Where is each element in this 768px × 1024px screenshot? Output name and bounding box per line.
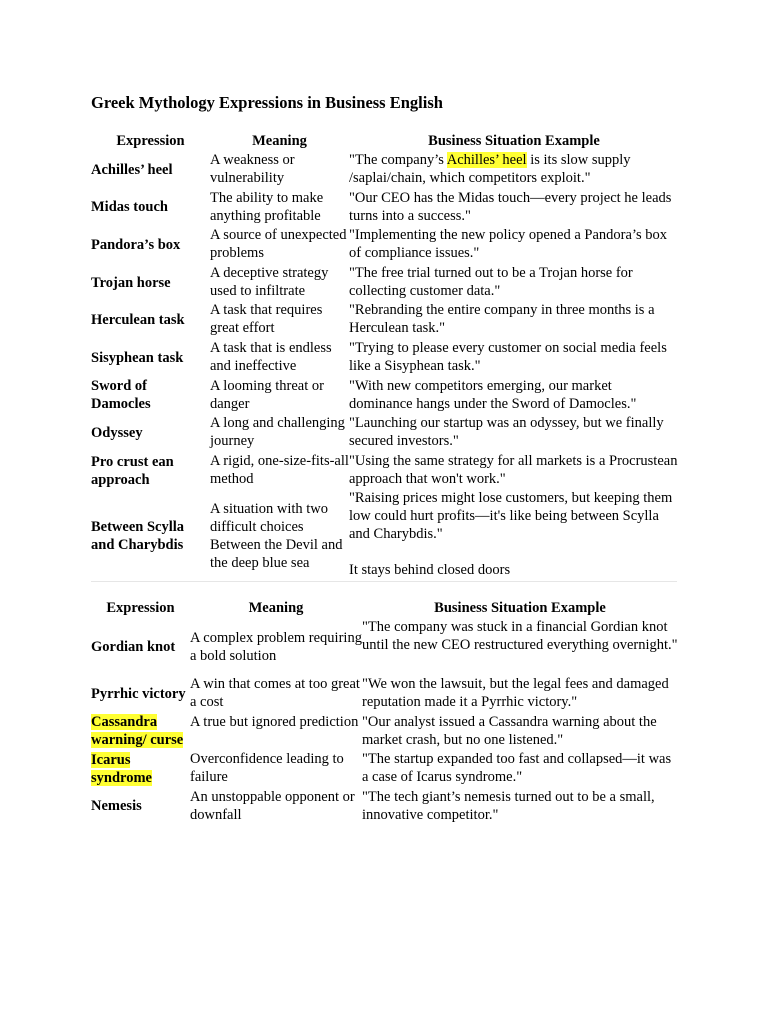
meaning-cell: An unstoppable opponent or downfall xyxy=(190,788,355,823)
header-meaning: Meaning xyxy=(252,133,307,149)
table-row xyxy=(91,301,679,339)
highlighted-expression: Cassandra warning/ curse xyxy=(91,714,184,749)
table-row xyxy=(91,414,679,452)
meaning-cell: A rigid, one-size-fits-all method xyxy=(210,452,349,487)
table-row xyxy=(91,226,679,264)
table-row xyxy=(91,151,679,189)
table-row xyxy=(91,489,679,582)
meaning-cell: A weakness or vulnerability xyxy=(210,152,295,186)
meaning-cell: A deceptive strategy used to infiltrate xyxy=(210,264,329,299)
expression-cell: Odyssey xyxy=(91,424,143,441)
expression-cell: Sisyphean task xyxy=(91,349,184,366)
table-row xyxy=(91,618,678,675)
table-row xyxy=(91,713,678,751)
example-cell xyxy=(349,489,679,582)
meaning-cell: A complex problem requiring a bold solution xyxy=(190,629,362,664)
example-cell: "Trying to please every customer on social media feels like a Sisyphean task." xyxy=(349,339,667,374)
closed-doors-note: It stays behind closed doors xyxy=(349,562,511,579)
section-divider xyxy=(91,581,677,582)
example-text: "Raising prices might lose customers, but keeping them low could hurt profits—it's like being between Scylla and Charybdis." xyxy=(349,490,673,543)
header-expression: Expression xyxy=(106,600,175,616)
expressions-table-1 xyxy=(91,131,679,582)
example-cell: "Using the same strategy for all markets is a Procrustean approach that won't work." xyxy=(349,452,678,487)
meaning-cell: A true but ignored prediction xyxy=(190,713,359,730)
expressions-table-2 xyxy=(91,598,678,825)
example-cell: "Launching our startup was an odyssey, but we finally secured investors." xyxy=(349,415,664,450)
expression-cell xyxy=(91,713,190,751)
table-row xyxy=(91,675,678,713)
expression-cell: Pyrrhic victory xyxy=(91,685,186,702)
header-expression: Expression xyxy=(116,133,185,149)
expression-cell: Achilles’ heel xyxy=(91,161,173,178)
expression-cell: Pro crust ean approach xyxy=(91,453,174,488)
table-row xyxy=(91,788,678,826)
table-row xyxy=(91,339,679,377)
expression-cell: Pandora’s box xyxy=(91,236,181,253)
highlighted-phrase: Achilles’ heel xyxy=(446,152,527,168)
example-cell: "With new competitors emerging, our market dominance hangs under the Sword of Damocles." xyxy=(349,377,637,412)
table-row xyxy=(91,264,679,302)
highlighted-expression: Icarus syndrome xyxy=(91,751,152,786)
example-cell: "Our CEO has the Midas touch—every project he leads turns into a success." xyxy=(349,189,672,224)
expression-cell: Between Scylla and Charybdis xyxy=(91,518,185,553)
meaning-cell: A task that requires great effort xyxy=(210,302,323,337)
meaning-cell: The ability to make anything profitable xyxy=(210,189,324,224)
header-example: Business Situation Example xyxy=(434,600,606,616)
meaning-cell: A looming threat or danger xyxy=(210,377,324,412)
example-cell: "Implementing the new policy opened a Pandora’s box of compliance issues." xyxy=(349,227,667,262)
example-cell: "Our analyst issued a Cassandra warning about the market crash, but no one listened." xyxy=(362,713,657,748)
example-cell: "Rebranding the entire company in three months is a Herculean task." xyxy=(349,302,655,337)
meaning-cell: A task that is endless and ineffective xyxy=(210,339,332,374)
header-meaning: Meaning xyxy=(248,600,304,616)
meaning-cell: A win that comes at too great a cost xyxy=(190,676,360,710)
table-row xyxy=(91,189,679,227)
example-cell: "We won the lawsuit, but the legal fees and damaged reputation made it a Pyrrhic victory." xyxy=(362,676,669,710)
header-example: Business Situation Example xyxy=(428,133,600,149)
example-cell: "The company was stuck in a financial Gordian knot until the new CEO restructured everything overnight." xyxy=(362,619,678,653)
table-row xyxy=(91,750,678,788)
example-cell xyxy=(349,151,679,189)
example-text: "The company’s xyxy=(349,152,447,168)
expression-cell: Sword of Damocles xyxy=(91,378,151,413)
example-cell: "The startup expanded too fast and collapsed—it was a case of Icarus syndrome." xyxy=(362,751,672,785)
table-row xyxy=(91,377,679,415)
expression-cell: Herculean task xyxy=(91,312,185,329)
expression-cell: Gordian knot xyxy=(91,638,176,655)
document-title: Greek Mythology Expressions in Business English xyxy=(91,93,443,112)
table-header-row xyxy=(91,598,678,618)
expression-cell xyxy=(91,750,190,788)
example-text: is its slow supply /saplai/chain, which competitors exploit." xyxy=(349,152,631,186)
meaning-cell: A source of unexpected problems xyxy=(210,227,347,262)
expression-cell: Trojan horse xyxy=(91,274,171,291)
table-row xyxy=(91,452,679,490)
meaning-cell: A situation with two difficult choices Between the Devil and the deep blue sea xyxy=(210,500,343,571)
meaning-cell: Overconfidence leading to failure xyxy=(190,751,344,785)
meaning-cell: A long and challenging journey xyxy=(210,415,345,450)
expression-cell: Nemesis xyxy=(91,798,142,815)
example-cell: "The tech giant’s nemesis turned out to be a small, innovative competitor." xyxy=(362,788,655,823)
example-cell: "The free trial turned out to be a Trojan horse for collecting customer data." xyxy=(349,264,633,299)
table-header-row xyxy=(91,131,679,151)
expression-cell: Midas touch xyxy=(91,199,168,216)
